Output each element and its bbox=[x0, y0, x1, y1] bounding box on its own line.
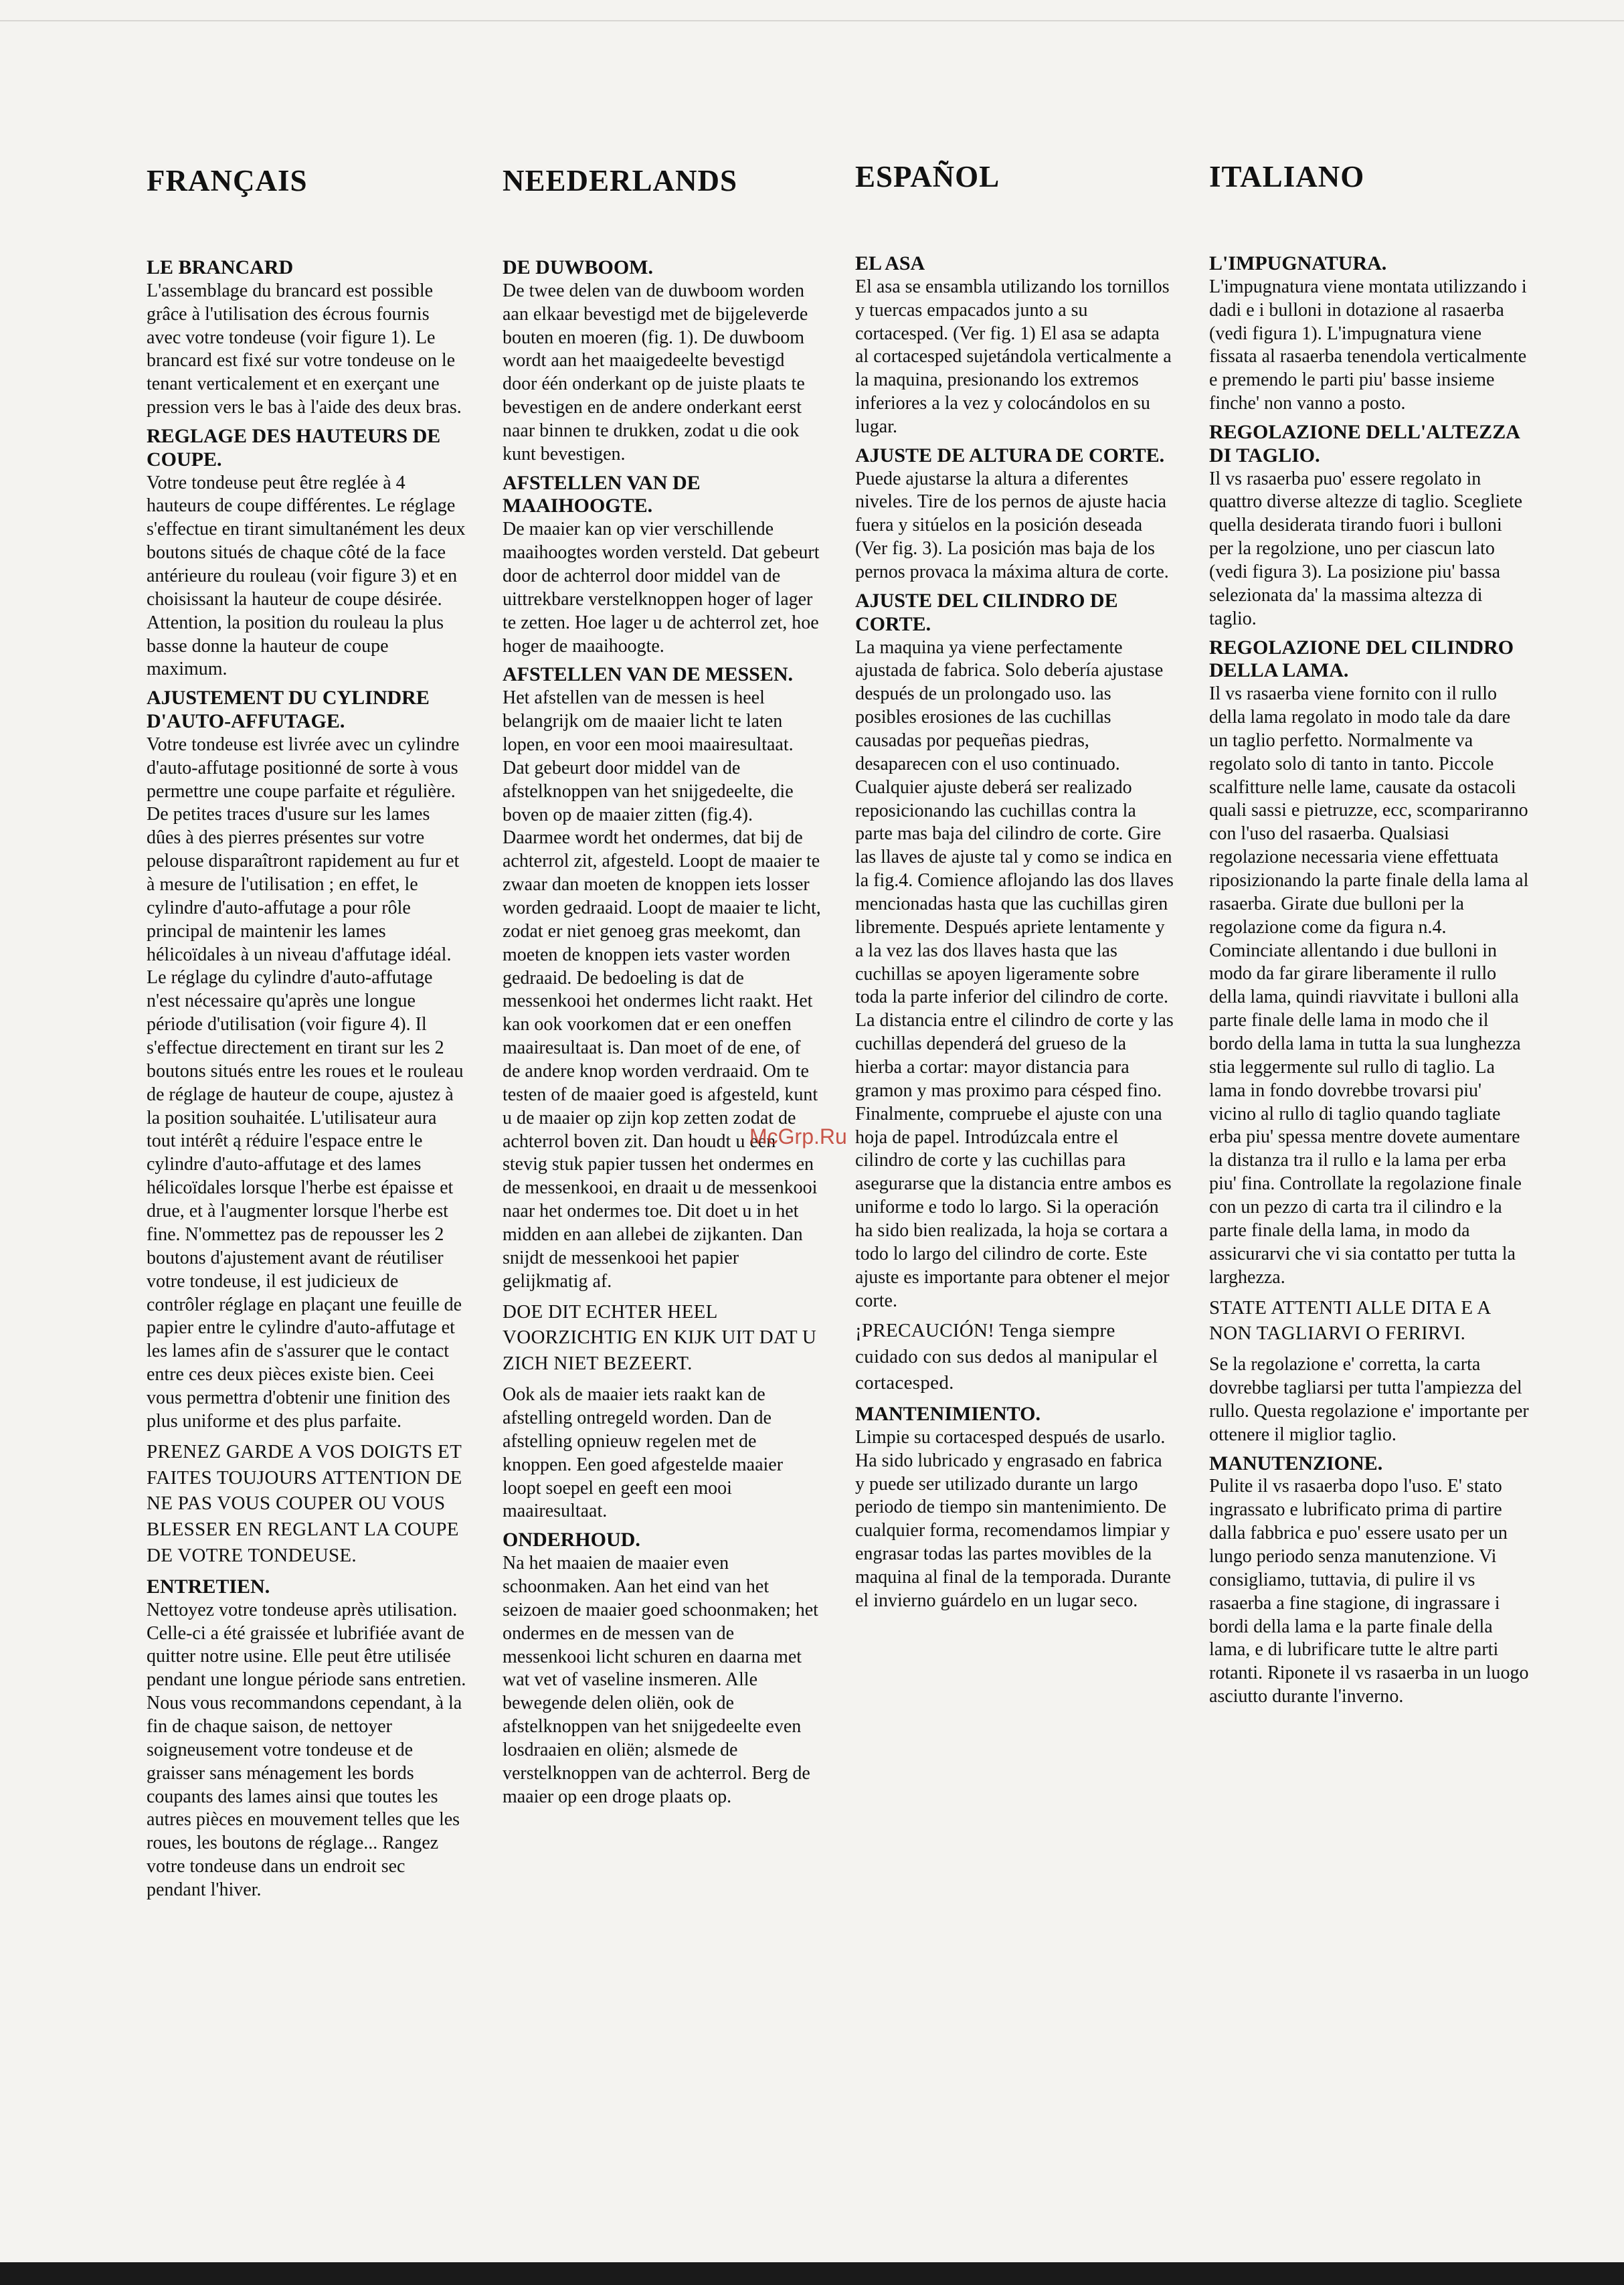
section-body: De maaier kan op vier verschillende maaihoogtes worden versteld. Dat gebeurt door de achterrol door middel van de uittrekbare verstelknoppen hoger of lager te zetten. Hoe lager u de achterrol zet, hoe hoger de maaihoogte. bbox=[503, 519, 820, 657]
section-regolazione-corretta bbox=[1209, 1353, 1529, 1446]
section-body: Se la regolazione e' corretta, la carta dovrebbe tagliarsi per tutta l'ampiezza del rullo. Questa regolazione e' importante per ottenere il miglior taglio. bbox=[1209, 1354, 1529, 1445]
section-heading: REGOLAZIONE DEL CILINDRO DELLA LAMA. bbox=[1209, 636, 1514, 682]
section-heading: MANTENIMIENTO. bbox=[855, 1403, 1041, 1425]
section-maaihoogte bbox=[503, 472, 822, 659]
section-duwboom bbox=[503, 256, 822, 467]
section-heading: REGOLAZIONE DELL'ALTEZZA DI TAGLIO. bbox=[1209, 420, 1520, 467]
section-el-asa bbox=[855, 252, 1175, 439]
section-reglage-hauteurs bbox=[147, 425, 466, 681]
section-heading: LE BRANCARD bbox=[147, 256, 294, 278]
site-watermark: McGrp.Ru bbox=[749, 1124, 847, 1149]
safety-warning: ¡PRECAUCIÓN! Tenga siempre cuidado con sus dedos al manipular el cortacesped. bbox=[855, 1320, 1158, 1394]
section-onderhoud bbox=[503, 1529, 822, 1808]
section-heading: EL ASA bbox=[855, 252, 925, 274]
section-afstelling-opnieuw bbox=[503, 1383, 822, 1523]
language-heading: ITALIANO bbox=[1209, 160, 1365, 193]
section-body: Ook als de maaier iets raakt kan de afstelling ontregeld worden. Dan de afstelling opnieuw regelen met de knoppen. Een goed afgestelde maaier loopt soepel en geeft een mooi maairesultaat. bbox=[503, 1384, 784, 1522]
section-cilindro-corte bbox=[855, 590, 1175, 1313]
language-heading: ESPAÑOL bbox=[855, 160, 1000, 193]
section-body: De twee delen van de duwboom worden aan elkaar bevestigd met de bijgeleverde bouten en moeren (fig. 1). De duwboom wordt aan het maaigedeelte bevestigd door één onderkant op de juiste plaats te bevestigen en de andere onderkant eerst naar binnen te drukken, zodat u die ook kunt bevestigen. bbox=[503, 280, 808, 464]
section-altura-corte bbox=[855, 444, 1175, 584]
section-body: El asa se ensambla utilizando los tornillos y tuercas empacados junto a su cortacesped. (Ver fig. 1) El asa se adapta al cortacesped sujetándola verticalmente a la maquina, presionando los extremos inferiores a la vez y colocándolos en su lugar. bbox=[855, 276, 1172, 437]
scan-edge-bottom bbox=[0, 2262, 1624, 2285]
section-body: Il vs rasaerba viene fornito con il rullo della lama regolato in modo tale da dare un taglio perfetto. Normalmente va regolato solo di tanto in tanto. Piccole scalfitture nelle lame, causate da ostacoli quali sassi e pietruzze, ecc, scompariranno con l'uso del rasaerba. Qualsiasi regolazione necessaria viene effettuata riposizionando la parte finale della lama al rasaerba. Girate due bulloni per la regolazione come da figura n.4. Cominciate allentando i due bulloni in modo da far girare liberamente il rullo della lama, quindi riavvitate i bulloni alla parte finale delle lama in modo che il bordo della lama in tutta la sua lunghezza stia leggermente sul rullo di taglio. La lama in fondo dovrebbe trovarsi piu' vicino al rullo di taglio quando tagliate erba piu' spessa mentre dovete aumentare la distanza tra il rullo e la lama per erba piu' fina. Controllate la regolazione finale con un pezzo di carta tra il cilindro e la parte finale della lama, in modo da assicurarvi che vi sia contatto per tutta la larghezza. bbox=[1209, 683, 1529, 1288]
section-mantenimiento bbox=[855, 1403, 1175, 1613]
section-body: L'impugnatura viene montata utilizzando i dadi e i bulloni in dotazione al rasaerba (vedi figura 1). L'impugnatura viene fissata al rasaerba tenendola verticalmente e premendo le parti piu' basse insieme finche' non vanno a posto. bbox=[1209, 276, 1527, 414]
column-espanol bbox=[855, 160, 1175, 1618]
section-impugnatura bbox=[1209, 252, 1529, 416]
safety-warning: DOE DIT ECHTER HEEL VOORZICHTIG EN KIJK UIT DAT U ZICH NIET BEZEERT. bbox=[503, 1300, 817, 1375]
section-body: Puede ajustarse la altura a diferentes niveles. Tire de los pernos de ajuste hacia fuera y sitúelos en la posición deseada (Ver fig. 3). La posición mas baja de los pernos provaca la máxima altura de corte. bbox=[855, 468, 1169, 583]
section-heading: MANUTENZIONE. bbox=[1209, 1452, 1383, 1474]
section-body: Het afstellen van de messen is heel belangrijk om de maaier licht te laten lopen, en voor een mooi maairesultaat. Dat gebeurt door middel van de afstelknoppen van het snijgedeelte, die boven op de maaier zitten (fig.4). Daarmee wordt het ondermes, dat bij de achterrol zit, afgesteld. Loopt de maaier te zwaar dan moeten de knoppen iets losser worden gedraaid. Loopt de maaier te licht, zodat er niet genoeg gras meekomt, dan moeten de knoppen iets vaster worden gedraaid. De bedoeling is dat de messenkooi het ondermes licht raakt. Het kan ook voorkomen dat er een oneffen maairesultaat is. Dan moet of de ene, of de andere knop worden verdraaid. Om te testen of de maaier goed is afgesteld, kunt u de maaier op zijn kop zetten zodat de achterrol boven zit. Dan houdt u een stevig stuk papier tussen het ondermes en de messenkooi, en draait u de messenkooi naar het ondermes toe. Dit doet u in het midden en aan allebei de zijkanten. Dan snijdt de messenkooi het papier gelijkmatig af. bbox=[503, 687, 821, 1292]
section-body: Na het maaien de maaier even schoonmaken. Aan het eind van het seizoen de maaier goed schoonmaken; het ondermes en de messen van de messenkooi licht schuren en daarna met wat vet of vaseline insmeren. Alle bewegende delen oliën, ook de afstelknoppen van het snijgedeelte even losdraaien en oliën; alsmede de verstelknoppen van de achterrol. Berg de maaier op een droge plaats op. bbox=[503, 1553, 818, 1807]
section-heading: ONDERHOUD. bbox=[503, 1529, 640, 1551]
column-nederlands bbox=[503, 166, 822, 1814]
language-heading: NEEDERLANDS bbox=[503, 164, 738, 197]
section-body: Pulite il vs rasaerba dopo l'uso. E' stato ingrassato e lubrificato prima di partire dalla fabbrica e puo' essere usato per un lungo periodo senza manutenzione. Vi consigliamo, tuttavia, di pulire il vs rasaerba a fine stagione, di ingrassare i bordi della lama e la parte finale della lama, e di lubrificare tutte le altre parti rotanti. Riponete il vs rasaerba in un luogo asciutto durante l'inverno. bbox=[1209, 1476, 1529, 1707]
language-heading: FRANÇAIS bbox=[147, 164, 308, 197]
section-body: Nettoyez votre tondeuse après utilisation. Celle-ci a été graissée et lubrifiée avant de quitter notre usine. Elle peut être utilisée pendant une longue période sans entretien. Nous vous recommandons cependant, à la fin de chaque saison, de nettoyer soigneusement votre tondeuse et de graisser sans ménagement les bords coupants des lames ainsi que toutes les autres pièces en mouvement telles que les roues, les boutons de réglage... Rangez votre tondeuse dans un endroit sec pendant l'hiver. bbox=[147, 1599, 466, 1901]
section-body: L'assemblage du brancard est possible grâce à l'utilisation des écrous fournis avec votre tondeuse (voir figure 1). Le brancard est fixé sur votre tondeuse on le tenant verticalement et en exerçant une pression vers le bas à l'aide des deux bras. bbox=[147, 280, 462, 418]
section-body: Il vs rasaerba puo' essere regolato in quattro diverse altezze di taglio. Scegliete quella desiderata tirando fuori i bulloni per la regolzione, uno per ciascun lato (vedi figura 3). La posizione piu' bassa selezionata da' la massima altezza di taglio. bbox=[1209, 468, 1523, 629]
section-brancard bbox=[147, 256, 466, 420]
section-body: Votre tondeuse peut être reglée à 4 hauteurs de coupe différentes. Le réglage s'effectue en tirant simultanément les deux boutons situés de chaque côté de la face antérieure du rouleau (voir figure 3) et en choisissant la hauteur de coupe désirée. Attention, la position du rouleau la plus basse donne la hauteur de coupe maximum. bbox=[147, 472, 466, 680]
section-ajustement-cylindre bbox=[147, 687, 466, 1433]
safety-warning: PRENEZ GARDE A VOS DOIGTS ET FAITES TOUJOURS ATTENTION DE NE PAS VOUS COUPER OU VOUS BLESSER EN REGLANT LA COUPE DE VOTRE TONDEUSE. bbox=[147, 1440, 462, 1567]
column-italiano bbox=[1209, 160, 1529, 1714]
section-heading: ENTRETIEN. bbox=[147, 1575, 270, 1598]
section-heading: AFSTELLEN VAN DE MESSEN. bbox=[503, 663, 794, 686]
section-body: La maquina ya viene perfectamente ajustada de fabrica. Solo debería ajustase después de un prolongado uso. las posibles erosiones de las cuchillas causadas por pequeñas piedras, desaparecen con el uso continuado. Cualquier ajuste deberá ser realizado reposicionando las cuchillas contra la parte mas baja del cilindro de corte. Gire las llaves de ajuste tal y como se indica en la fig.4. Comience aflojando las dos llaves mencionadas hasta que las cuchillas giren libremente. Después apriete lentamente y a la vez las dos llaves hasta que las cuchillas se apoyen ligeramente sobre toda la parte inferior del cilindro de corte. La distancia entre el cilindro de corte y las cuchillas dependerá del grueso de la hierba a cortar: mayor distancia para gramon y mas proximo para césped fino. Finalmente, compruebe el ajuste con una hoja de papel. Introdúzcala entre el cilindro de corte y las cuchillas para asegurarse que la distancia entre ambos es uniforme e todo lo largo. Si la operación ha sido bien realizada, la hoja se cortara a todo lo largo del cilindro de corte. Este ajuste es importante para obtener el mejor corte. bbox=[855, 637, 1174, 1311]
section-body: Votre tondeuse est livrée avec un cylindre d'auto-affutage positionné de sorte à vous permettre une coupe parfaite et régulière. De petites traces d'usure sur les lames dûes à des pierres présentes sur votre pelouse disparaîtront rapidement au fur et à mesure de l'utilisation ; en effet, le cylindre d'auto-affutage a pour rôle principal de maintenir les lames hélicoïdales à un niveau d'affutage idéal. Le réglage du cylindre d'auto-affutage n'est nécessaire qu'après une longue période d'utilisation (voir figure 4). Il s'effectue directement en tirant sur les 2 boutons situés entre les roues et le rouleau de réglage de hauteur de coupe, ajustez à la position souhaitée. L'utilisateur aura tout intérêt ą réduire l'espace entre le cylindre d'auto-affutage et des lames hélicoïdales lorsque l'herbe est épaisse et drue, et à l'augmenter lorsque l'herbe est fine. N'ommettez pas de repousser les 2 boutons d'ajustement avant de réutiliser votre tondeuse, il est judicieux de contrôler réglage en plaçant une feuille de papier entre le cylindre d'auto-affutage et les lames afin de s'assurer que le contact entre ces deux pièces existe bien. Ceei vous permettra d'obtenir une finition des plus uniforme et des plus parfaite. bbox=[147, 734, 464, 1432]
safety-warning: STATE ATTENTI ALLE DITA E A NON TAGLIARVI O FERIRVI. bbox=[1209, 1296, 1490, 1345]
section-messen bbox=[503, 663, 822, 1293]
section-heading: AJUSTE DE ALTURA DE CORTE. bbox=[855, 444, 1165, 467]
section-entretien bbox=[147, 1576, 466, 1902]
section-cilindro-lama bbox=[1209, 637, 1529, 1290]
section-heading: DE DUWBOOM. bbox=[503, 256, 653, 278]
section-heading: REGLAGE DES HAUTEURS DE COUPE. bbox=[147, 424, 441, 471]
section-heading: AFSTELLEN VAN DE MAAIHOOGTE. bbox=[503, 471, 701, 517]
scan-edge-top bbox=[0, 20, 1624, 21]
section-heading: L'IMPUGNATURA. bbox=[1209, 252, 1387, 274]
column-francais bbox=[147, 166, 466, 1908]
section-heading: AJUSTEMENT DU CYLINDRE D'AUTO-AFFUTAGE. bbox=[147, 687, 430, 733]
section-manutenzione bbox=[1209, 1452, 1529, 1709]
section-altezza-taglio bbox=[1209, 421, 1529, 631]
section-body: Limpie su cortacesped después de usarlo. Ha sido lubricado y engrasado en fabrica y puede ser utilizado durante un largo periodo de tiempo sin mantenimiento. De cualquier forma, recomendamos limpiar y engrasar todas las partes movibles de la maquina al final de la temporada. Durante el invierno guárdelo en un lugar seco. bbox=[855, 1426, 1171, 1611]
section-heading: AJUSTE DEL CILINDRO DE CORTE. bbox=[855, 589, 1118, 635]
